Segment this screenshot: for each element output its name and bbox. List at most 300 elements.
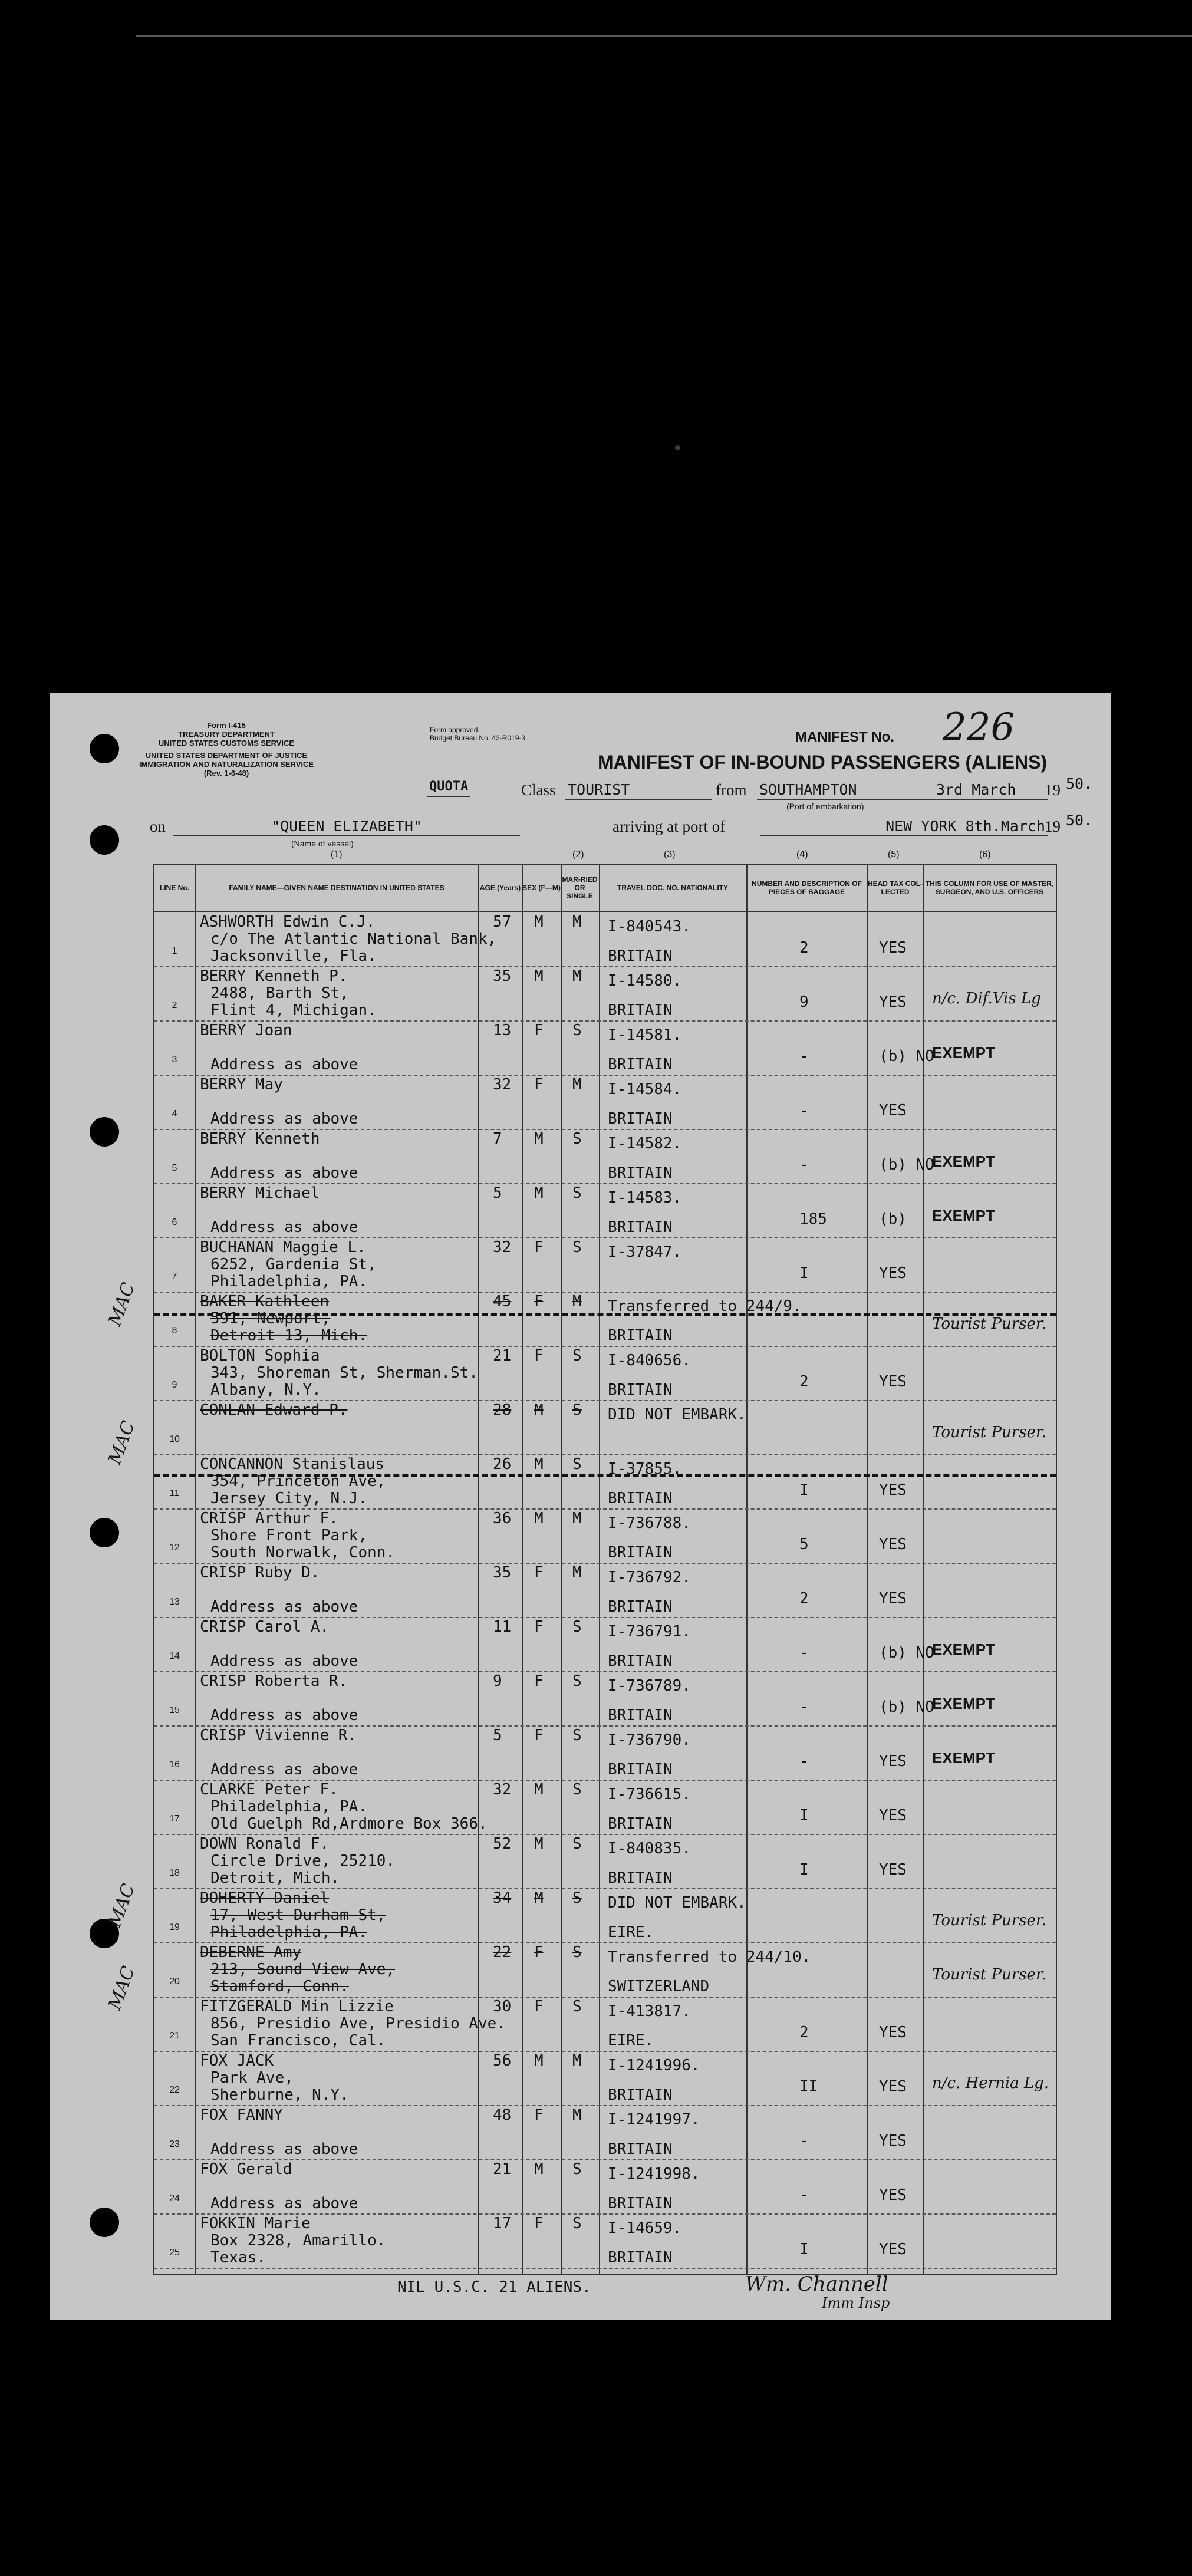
age-value: 34 [493, 1889, 512, 1907]
travel-doc: I-736790. [608, 1731, 691, 1749]
line-number: 3 [172, 1055, 177, 1065]
sex-value: F [534, 1727, 544, 1744]
address-line-1: 6252, Gardenia St, [210, 1256, 377, 1273]
baggage-count: - [799, 1753, 809, 1770]
nationality: BRITAIN [608, 1110, 673, 1128]
passenger-name: CLARKE Peter F. [200, 1781, 338, 1798]
marital-value: M [572, 2106, 582, 2124]
marital-value: S [572, 1618, 582, 1636]
section-divider [154, 1474, 1056, 1477]
punch-hole [90, 2208, 119, 2237]
head-tax: YES [879, 2241, 907, 2258]
baggage-count: I [799, 1481, 809, 1499]
address-line-1: 343, Shoreman St, Sherman.St. [210, 1364, 478, 1382]
table-row [154, 1671, 1056, 1727]
marital-value: S [572, 1184, 582, 1202]
sex-value: M [534, 1455, 544, 1473]
margin-note: MAC [104, 1964, 140, 2012]
head-tax: YES [879, 1481, 907, 1499]
head-tax: YES [879, 1590, 907, 1607]
on-label: on [150, 818, 166, 835]
table-row [154, 1454, 1056, 1510]
passenger-name: FOX Gerald [200, 2160, 292, 2178]
address-line-2: Address as above [210, 1761, 358, 1778]
marital-value: S [572, 1835, 582, 1853]
travel-doc: I-14582. [608, 1135, 682, 1152]
age-value: 21 [493, 1347, 512, 1365]
address-line-1: c/o The Atlantic National Bank, [210, 930, 497, 948]
travel-doc: I-14583. [608, 1189, 682, 1207]
sex-value: F [534, 1293, 544, 1310]
nationality: BRITAIN [608, 1327, 673, 1345]
passenger-name: CRISP Vivienne R. [200, 1727, 357, 1744]
age-value: 30 [493, 1998, 512, 2015]
line-number: 1 [172, 946, 177, 956]
margin-note: MAC [104, 1280, 140, 1329]
year-prefix: 19 [1045, 781, 1061, 799]
line-number: 12 [169, 1543, 180, 1553]
line-number: 13 [169, 1597, 180, 1607]
line-number: 24 [169, 2193, 180, 2203]
age-value: 35 [493, 967, 512, 985]
sex-value: F [534, 1618, 544, 1636]
line-number: 14 [169, 1651, 180, 1661]
officer-note: Tourist Purser. [932, 1424, 1046, 1441]
passenger-name: ASHWORTH Edwin C.J. [200, 913, 376, 931]
sex-value: F [534, 2106, 544, 2124]
address-line-2: Address as above [210, 1652, 358, 1670]
margin-note: MAC [104, 1881, 140, 1930]
address-line-2: Address as above [210, 1056, 358, 1073]
treasury-dept: TREASURY DEPARTMENT [178, 730, 275, 739]
nationality: BRITAIN [608, 947, 673, 965]
travel-doc: I-840543. [608, 918, 691, 935]
nationality: BRITAIN [608, 1002, 673, 1019]
age-value: 57 [493, 913, 512, 931]
form-number: Form I-415 [207, 721, 246, 730]
line-number: 10 [169, 1434, 180, 1444]
marital-value: M [572, 967, 582, 985]
head-tax: YES [879, 1807, 907, 1824]
revision: (Rev. 1-6-48) [203, 769, 249, 778]
address-line-2: Address as above [210, 1164, 358, 1182]
head-tax: YES [879, 1861, 907, 1879]
address-line-2: Address as above [210, 2195, 358, 2212]
address-line-1: 591, Newport, [210, 1310, 331, 1327]
class-label: Class [521, 781, 556, 799]
head-tax: (b) NO [879, 1644, 934, 1662]
sex-value: F [534, 1238, 544, 1256]
from-label: from [716, 781, 747, 799]
manifest-table [153, 849, 1057, 2275]
address-line-2: Jersey City, N.J. [210, 1490, 368, 1507]
address-line-2: Address as above [210, 1598, 358, 1616]
nationality: BRITAIN [608, 2086, 673, 2104]
table-row [154, 2105, 1056, 2160]
form-agency-block [138, 721, 315, 778]
marital-value: M [572, 1510, 582, 1527]
table-row [154, 912, 1056, 967]
colnum-3: (3) [664, 849, 676, 859]
head-tax: (b) NO [879, 1156, 934, 1174]
form-approved: Form approved. [430, 726, 480, 734]
nationality: BRITAIN [608, 1652, 673, 1670]
marital-value: S [572, 1727, 582, 1744]
line-number: 19 [169, 1922, 180, 1932]
inspector-title: Imm Insp [822, 2295, 890, 2311]
manifest-title: MANIFEST OF IN-BOUND PASSENGERS (ALIENS) [598, 752, 1048, 773]
marital-value: S [572, 1022, 582, 1039]
colnum-2: (2) [572, 849, 584, 859]
head-tax: YES [879, 2024, 907, 2041]
passenger-name: CONCANNON Stanislaus [200, 1455, 385, 1473]
age-value: 56 [493, 2052, 512, 2070]
address-line-1: Shore Front Park, [210, 1527, 368, 1544]
footer-summary: NIL U.S.C. 21 ALIENS. [397, 2278, 591, 2296]
nationality: BRITAIN [608, 1598, 673, 1616]
baggage-count: I [799, 2241, 809, 2258]
table-row [154, 2159, 1056, 2215]
travel-doc: I-1241996. [608, 2057, 700, 2074]
passenger-name: BOLTON Sophia [200, 1347, 320, 1365]
table-row [154, 1183, 1056, 1238]
embark-date: 3rd March [934, 781, 1048, 800]
marital-value: S [572, 1455, 582, 1473]
table-row [154, 966, 1056, 1022]
ins-service: IMMIGRATION AND NATURALIZATION SERVICE [139, 760, 314, 769]
address-line-1: 213, Sound View Ave, [210, 1961, 396, 1978]
sex-value: M [534, 1130, 544, 1148]
passenger-name: FOX FANNY [200, 2106, 283, 2124]
travel-doc: DID NOT EMBARK. [608, 1894, 746, 1912]
quota-label: QUOTA [427, 778, 470, 797]
table-row [154, 2213, 1056, 2269]
nationality: EIRE. [608, 2032, 654, 2050]
baggage-count: - [799, 1156, 809, 1174]
age-value: 11 [493, 1618, 512, 1636]
line-number: 21 [169, 2031, 180, 2041]
nationality: BRITAIN [608, 1815, 673, 1833]
head-tax: YES [879, 1753, 907, 1770]
sex-value: F [534, 2215, 544, 2232]
travel-doc: I-37855. [608, 1460, 682, 1478]
officer-note: EXEMPT [932, 1152, 995, 1170]
nationality: BRITAIN [608, 1056, 673, 1073]
marital-value: S [572, 2215, 582, 2232]
marital-value: S [572, 1130, 582, 1148]
address-line-2: Philadelphia, PA. [210, 1273, 368, 1290]
approval-block [430, 726, 527, 742]
nationality: BRITAIN [608, 2195, 673, 2212]
sex-value: M [534, 967, 544, 985]
table-row [154, 1129, 1056, 1184]
passenger-name: FITZGERALD Min Lizzie [200, 1998, 394, 2015]
col-header-sex: SEX (F—M) [522, 884, 561, 892]
line-number: 11 [169, 1488, 180, 1498]
passenger-name: BERRY Kenneth [200, 1130, 320, 1148]
travel-doc: I-840835. [608, 1840, 691, 1857]
col-header-age: AGE (Years) [479, 884, 521, 892]
colnum-4: (4) [796, 849, 808, 859]
passenger-name: FOX JACK [200, 2052, 274, 2070]
age-value: 45 [493, 1293, 512, 1310]
age-value: 13 [493, 1022, 512, 1039]
passenger-name: BERRY Kenneth P. [200, 967, 348, 985]
line-number: 15 [169, 1705, 180, 1715]
line-number: 22 [169, 2085, 180, 2095]
travel-doc: I-14584. [608, 1081, 682, 1098]
line-number: 17 [169, 1814, 180, 1824]
table-row [154, 2051, 1056, 2106]
class-value: TOURIST [565, 781, 712, 800]
marital-value: S [572, 1238, 582, 1256]
age-value: 36 [493, 1510, 512, 1527]
nationality: BRITAIN [608, 1164, 673, 1182]
address-line-2: Old Guelph Rd,Ardmore Box 366. [210, 1815, 488, 1833]
line-number: 2 [172, 1000, 177, 1010]
baggage-count: 9 [799, 993, 809, 1011]
address-line-1: 856, Presidio Ave, Presidio Ave. [210, 2015, 506, 2033]
sex-value: F [534, 1998, 544, 2015]
baggage-count: 2 [799, 2024, 809, 2041]
travel-doc: I-37847. [608, 1243, 682, 1261]
address-line-1: Park Ave, [210, 2069, 294, 2087]
officer-note: EXEMPT [932, 1044, 995, 1062]
table-row [154, 1888, 1056, 1943]
address-line-1: 2488, Barth St, [210, 984, 349, 1002]
address-line-2: Albany, N.Y. [210, 1381, 321, 1399]
officer-note: EXEMPT [932, 1749, 995, 1767]
address-line-1: Philadelphia, PA. [210, 1798, 368, 1816]
officer-note: EXEMPT [932, 1641, 995, 1658]
col-header-officer: THIS COLUMN FOR USE OF MASTER, SURGEON, AND U.S. OFFICERS [925, 879, 1054, 896]
film-speck [675, 445, 680, 450]
head-tax: YES [879, 1264, 907, 1282]
nationality: BRITAIN [608, 2140, 673, 2158]
officer-note: EXEMPT [932, 1695, 995, 1712]
travel-doc: I-840656. [608, 1352, 691, 1369]
head-tax: YES [879, 939, 907, 957]
address-line-1: Box 2328, Amarillo. [210, 2232, 386, 2249]
nationality: BRITAIN [608, 1869, 673, 1887]
col-header-baggage: NUMBER AND DESCRIPTION OF PIECES OF BAGGAGE [752, 879, 862, 896]
age-value: 7 [493, 1130, 502, 1148]
age-value: 28 [493, 1401, 512, 1419]
head-tax: YES [879, 2132, 907, 2150]
head-tax: (b) NO [879, 1698, 934, 1716]
line-number: 18 [169, 1868, 180, 1878]
year-prefix-2: 19 [1045, 818, 1061, 835]
col-header-doc: TRAVEL DOC. NO. NATIONALITY [617, 884, 728, 892]
address-line-2: Texas. [210, 2249, 266, 2267]
table-row [154, 1346, 1056, 1401]
marital-value: M [572, 1564, 582, 1582]
travel-doc: I-413817. [608, 2002, 691, 2020]
baggage-count: I [799, 1807, 809, 1824]
nationality: BRITAIN [608, 2249, 673, 2267]
nationality: BRITAIN [608, 1544, 673, 1562]
marital-value: S [572, 2160, 582, 2178]
officer-note: Tourist Purser. [932, 1966, 1046, 1984]
sex-value: M [534, 2052, 544, 2070]
sex-value: M [534, 1184, 544, 1202]
age-value: 32 [493, 1781, 512, 1798]
table-row [154, 1075, 1056, 1130]
passenger-name: BERRY Joan [200, 1022, 292, 1039]
passenger-name: DOHERTY Daniel [200, 1889, 330, 1907]
sex-value: F [534, 1076, 544, 1093]
travel-doc: I-1241997. [608, 2111, 700, 2129]
sex-value: F [534, 1672, 544, 1690]
table-row [154, 1508, 1056, 1564]
address-line-1: Circle Drive, 25210. [210, 1852, 396, 1870]
head-tax: (b) NO [879, 1047, 934, 1065]
table-row [154, 1292, 1056, 1347]
passenger-name: BERRY May [200, 1076, 283, 1093]
travel-doc: I-736792. [608, 1569, 691, 1586]
head-tax: (b) [879, 1210, 907, 1228]
passenger-name: FOKKIN Marie [200, 2215, 311, 2232]
table-row [154, 1020, 1056, 1076]
passenger-name: CRISP Ruby D. [200, 1564, 320, 1582]
baggage-count: 185 [799, 1210, 827, 1228]
passenger-name: CRISP Arthur F. [200, 1510, 338, 1527]
baggage-count: I [799, 1264, 809, 1282]
marital-value: S [572, 1889, 582, 1907]
vessel-caption: (Name of vessel) [291, 839, 354, 848]
passenger-name: CRISP Carol A. [200, 1618, 330, 1636]
customs-service: UNITED STATES CUSTOMS SERVICE [158, 739, 295, 747]
manifest-sheet [50, 693, 1111, 2320]
age-value: 32 [493, 1076, 512, 1093]
year-suffix: 50. [1066, 775, 1093, 792]
age-value: 17 [493, 2215, 512, 2232]
head-tax: YES [879, 1373, 907, 1391]
manifest-number: 226 [943, 706, 1015, 749]
address-line-2: Flint 4, Michigan. [210, 1002, 377, 1019]
address-line-2: Stamford, Conn. [210, 1978, 349, 1995]
punch-hole [90, 734, 119, 763]
nationality: BRITAIN [608, 1761, 673, 1778]
passenger-name: BERRY Michael [200, 1184, 320, 1202]
marital-value: M [572, 1293, 582, 1310]
baggage-count: - [799, 1047, 809, 1065]
address-line-2: South Norwalk, Conn. [210, 1544, 396, 1562]
table-row [154, 1997, 1056, 2052]
line-number: 4 [172, 1109, 177, 1119]
officer-note: Tourist Purser. [932, 1912, 1046, 1929]
baggage-count: - [799, 1644, 809, 1662]
passenger-name: CRISP Roberta R. [200, 1672, 348, 1690]
nationality: BRITAIN [608, 1218, 673, 1236]
col-header-married: MAR-RIED OR SINGLE [562, 875, 598, 900]
officer-note: EXEMPT [932, 1207, 995, 1224]
address-line-1: 17, West Durham St, [210, 1906, 386, 1924]
passenger-name: BUCHANAN Maggie L. [200, 1238, 366, 1256]
inspector-signature: Wm. Channell [745, 2272, 888, 2296]
officer-note: n/c. Dif.Vis Lg [932, 990, 1041, 1007]
arriving-label: arriving at port of [613, 818, 726, 835]
line-number: 6 [172, 1217, 177, 1227]
nationality: BRITAIN [608, 1381, 673, 1399]
line-number: 8 [172, 1326, 177, 1336]
marital-value: S [572, 1347, 582, 1365]
baggage-count: - [799, 1698, 809, 1716]
col-header-name: FAMILY NAME—GIVEN NAME DESTINATION IN UNITED STATES [229, 884, 444, 892]
port-of-embarkation: SOUTHAMPTON [757, 781, 939, 800]
head-tax: YES [879, 1102, 907, 1119]
budget-bureau: Budget Bureau No. 43-R019-3. [430, 734, 528, 742]
table-row [154, 1563, 1056, 1618]
head-tax: YES [879, 993, 907, 1011]
head-tax: YES [879, 2078, 907, 2096]
address-line-2: Address as above [210, 2140, 358, 2158]
punch-hole [90, 825, 119, 855]
table-row [154, 1942, 1056, 1998]
address-line-2: San Francisco, Cal. [210, 2032, 386, 2050]
margin-note: MAC [104, 1418, 140, 1467]
head-tax: YES [879, 2186, 907, 2204]
officer-note: Tourist Purser. [932, 1315, 1046, 1333]
nationality: BRITAIN [608, 1490, 673, 1507]
marital-value: M [572, 1076, 582, 1093]
line-number: 7 [172, 1271, 177, 1282]
marital-value: S [572, 1781, 582, 1798]
address-line-2: Sherburne, N.Y. [210, 2086, 349, 2104]
line-number: 9 [172, 1380, 177, 1390]
travel-doc: DID NOT EMBARK. [608, 1406, 746, 1424]
table-row [154, 1617, 1056, 1672]
passenger-name: CONLAN Edward P. [200, 1401, 348, 1419]
age-value: 26 [493, 1455, 512, 1473]
line-number: 20 [169, 1977, 180, 1987]
travel-doc: I-1241998. [608, 2165, 700, 2183]
baggage-count: 5 [799, 1536, 809, 1553]
sex-value: F [534, 1564, 544, 1582]
arrival-port-date: NEW YORK 8th.March [760, 818, 1048, 836]
officer-note: n/c. Hernia Lg. [932, 2074, 1049, 2092]
age-value: 32 [493, 1238, 512, 1256]
justice-dept: UNITED STATES DEPARTMENT OF JUSTICE [145, 751, 308, 760]
col-header-line: LINE No. [160, 884, 189, 892]
travel-doc: I-736788. [608, 1514, 691, 1532]
sex-value: M [534, 1781, 544, 1798]
passenger-name: DOWN Ronald F. [200, 1835, 330, 1853]
baggage-count: - [799, 2186, 809, 2204]
baggage-count: - [799, 2132, 809, 2150]
age-value: 52 [493, 1835, 512, 1853]
travel-doc: I-736791. [608, 1623, 691, 1641]
port-caption: (Port of embarkation) [786, 802, 864, 811]
address-line-2: Address as above [210, 1110, 358, 1128]
address-line-2: Philadelphia, PA. [210, 1923, 368, 1941]
marital-value: S [572, 1943, 582, 1961]
age-value: 9 [493, 1672, 502, 1690]
address-line-2: Address as above [210, 1218, 358, 1236]
line-number: 16 [169, 1760, 180, 1770]
line-number: 5 [172, 1163, 177, 1173]
colnum-6: (6) [979, 849, 991, 859]
address-line-2: Jacksonville, Fla. [210, 947, 377, 965]
passenger-name: DEBERNE Amy [200, 1943, 302, 1961]
punch-hole [90, 1117, 119, 1147]
travel-doc: Transferred to 244/9. [608, 1297, 802, 1315]
travel-doc: Transferred to 244/10. [608, 1948, 811, 1966]
sex-value: F [534, 1347, 544, 1365]
travel-doc: I-14581. [608, 1026, 682, 1044]
sex-value: M [534, 1835, 544, 1853]
nationality: EIRE. [608, 1923, 654, 1941]
